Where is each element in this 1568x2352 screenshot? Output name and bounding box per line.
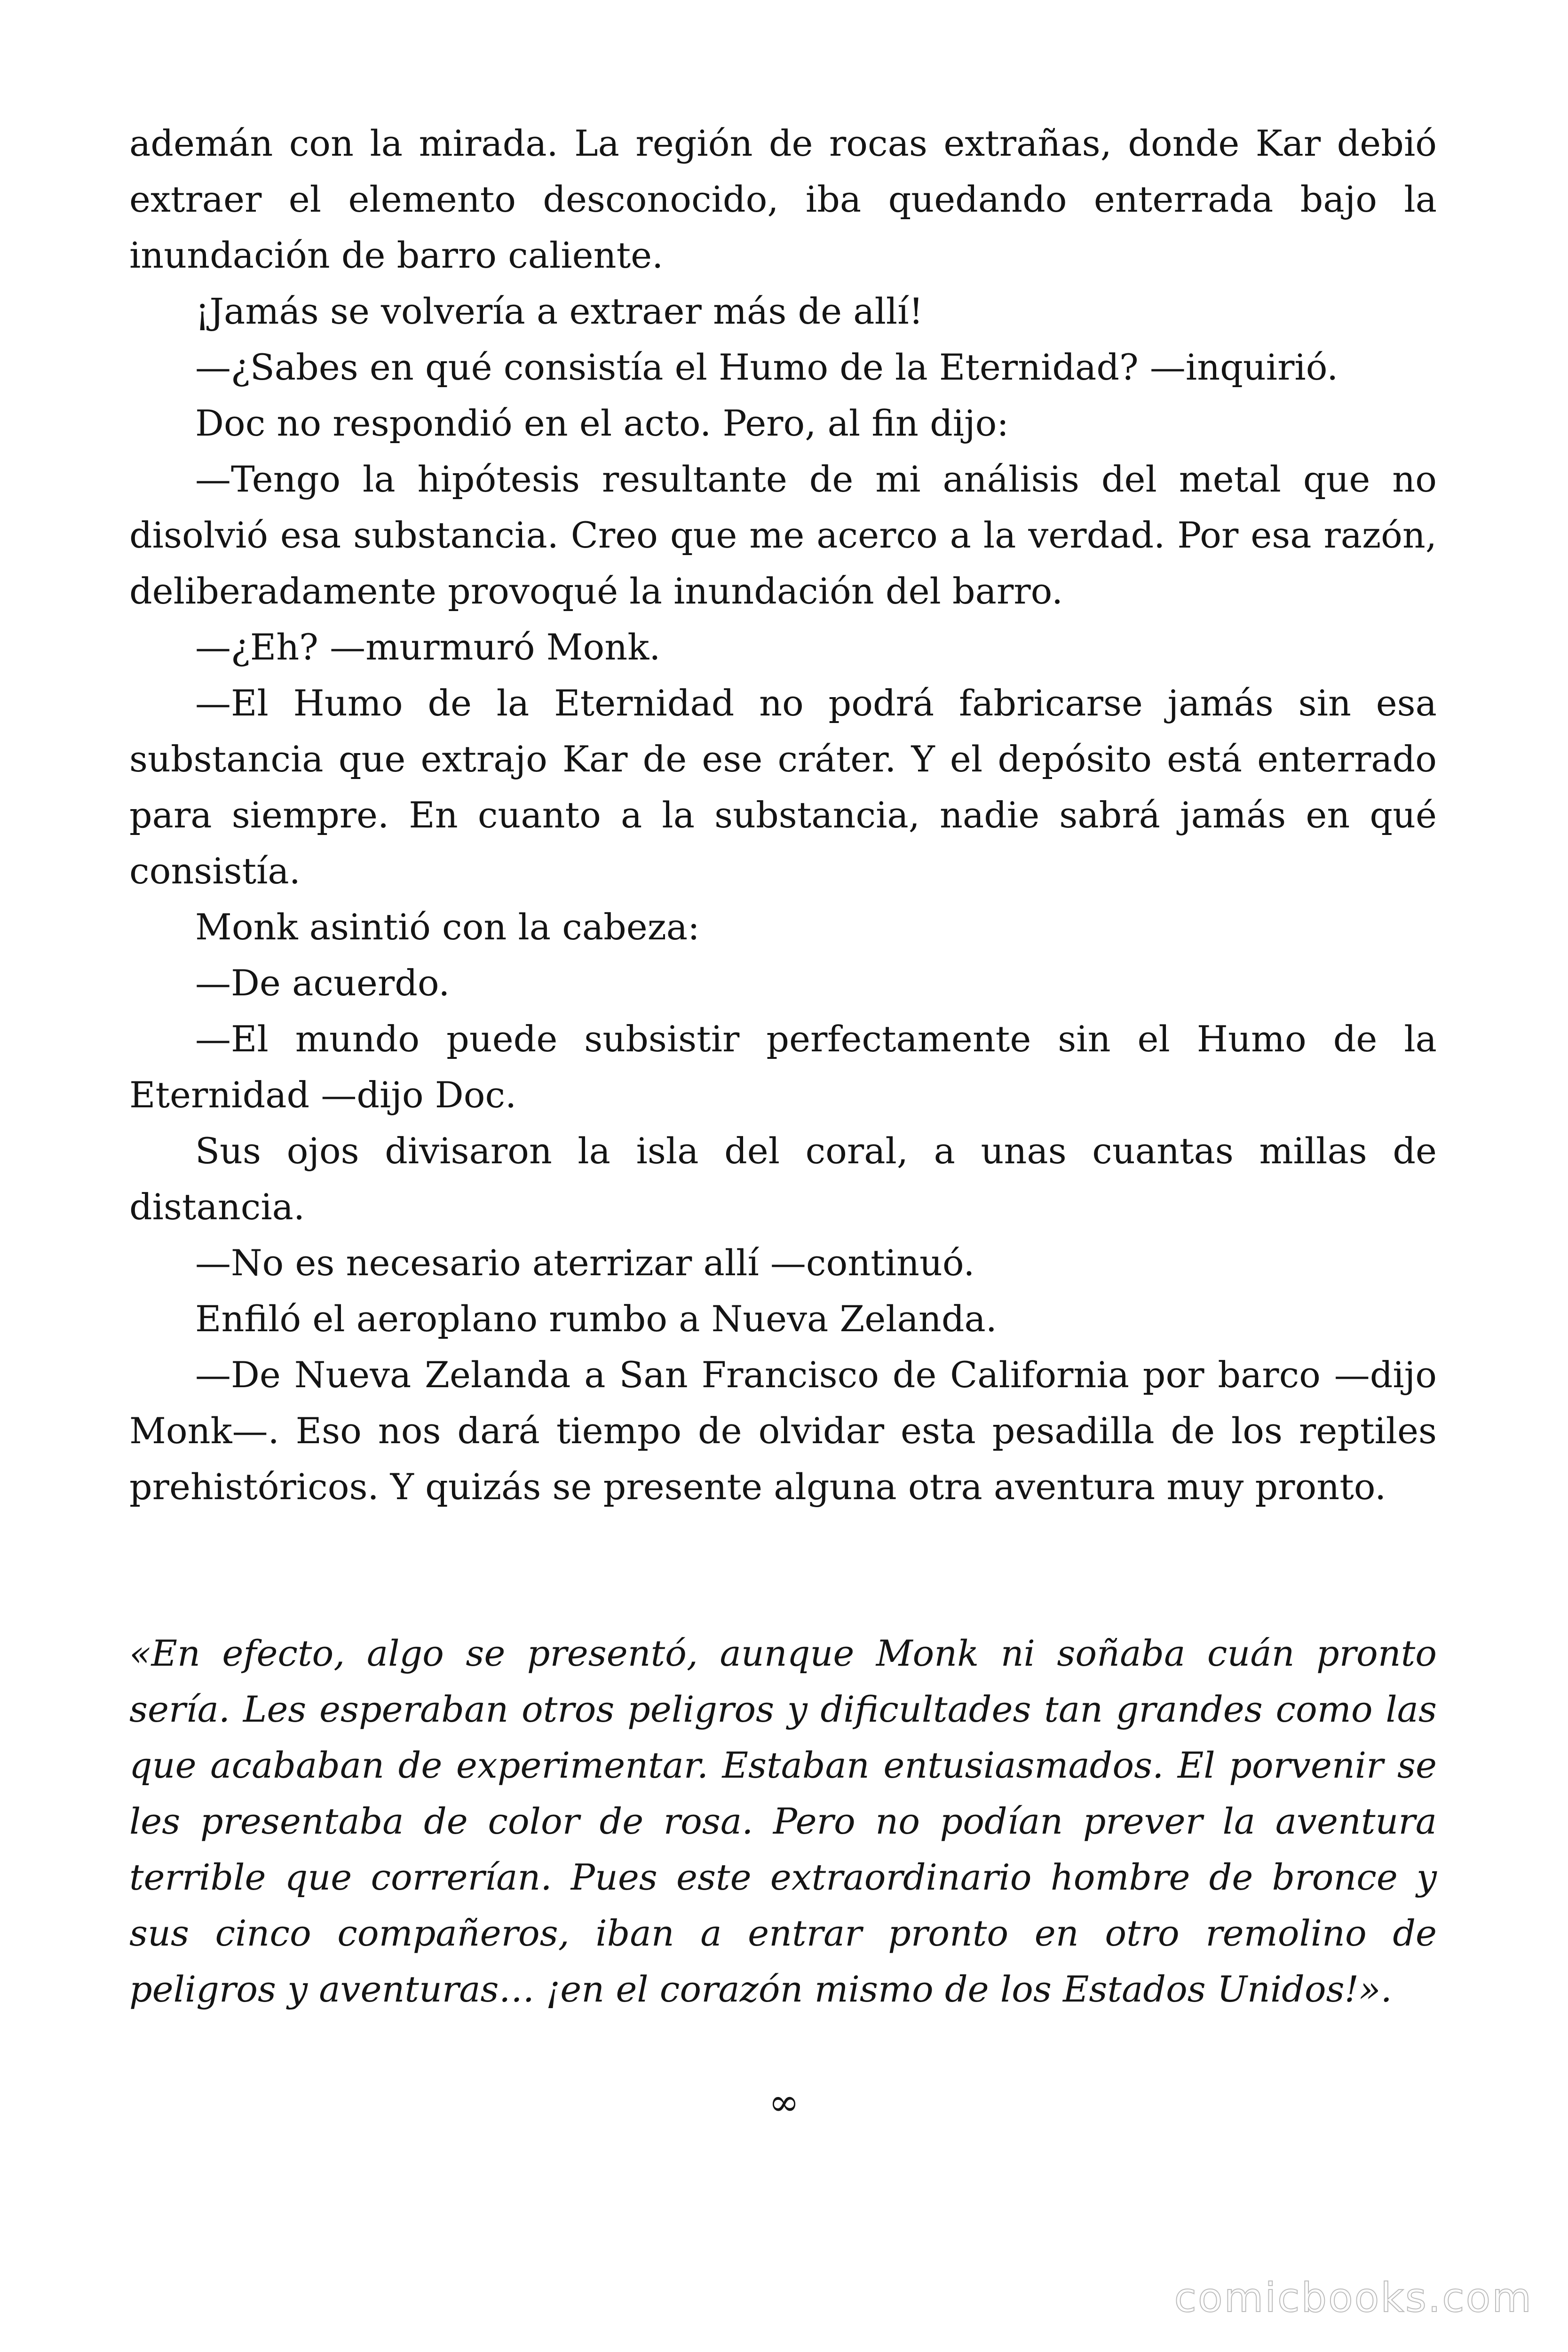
paragraph: Enfiló el aeroplano rumbo a Nueva Zelanda. (195, 1298, 997, 1340)
paragraph: —El mundo puede subsistir perfectamente sin el Humo de la Eternidad —dijo Doc. (129, 1018, 1437, 1116)
paragraph: ademán con la mirada. La región de rocas extrañas, donde Kar debió extraer el elemento desconocido, iba quedando enterrada bajo la inundación de barro caliente. (129, 122, 1437, 276)
paragraph: Monk asintió con la cabeza: (195, 906, 700, 948)
paragraph: —De Nueva Zelanda a San Francisco de California por barco —dijo Monk—. Eso nos dará tiempo de olvidar esta pesadilla de los reptiles prehistóricos. Y quizás se presente alguna otra aventura muy pronto. (129, 1354, 1437, 1508)
paragraph: —No es necesario aterrizar allí —continuó. (195, 1242, 975, 1284)
paragraph: —¿Sabes en qué consistía el Humo de la Eternidad? —inquirió. (195, 346, 1338, 388)
body-text (129, 115, 1437, 1515)
paragraph: —De acuerdo. (195, 962, 450, 1004)
paragraph: —El Humo de la Eternidad no podrá fabricarse jamás sin esa substancia que extrajo Kar de ese cráter. Y el depósito está enterrado para siempre. En cuanto a la substancia, nadie sabrá jamás en qué consistía. (129, 682, 1437, 892)
watermark: comicbooks.com (1174, 2274, 1533, 2321)
paragraph: —Tengo la hipótesis resultante de mi análisis del metal que no disolvió esa substancia. Creo que me acerco a la verdad. Por esa razón, deliberadamente provoqué la inundación del barro. (129, 458, 1437, 612)
infinity-ornament-icon: ∞ (768, 2082, 800, 2124)
paragraph: ¡Jamás se volvería a extraer más de allí! (195, 290, 924, 332)
epilogue-italic-paragraph: «En efecto, algo se presentó, aunque Monk ni soñaba cuán pronto sería. Les esperaban otros peligros y dificultades tan grandes como las que acababan de experimentar. Estaban entusiasmados. El porvenir se les presentaba de color de rosa. Pero no podían prever la aventura terrible que correrían. Pues este extraordinario hombre de bronce y sus cinco compañeros, iban a entrar pronto en otro remolino de peligros y aventuras… ¡en el corazón mismo de los Estados Unidos!». (129, 1632, 1437, 2010)
paragraph: Doc no respondió en el acto. Pero, al fin dijo: (195, 402, 1009, 444)
paragraph: Sus ojos divisaron la isla del coral, a unas cuantas millas de distancia. (129, 1130, 1437, 1228)
paragraph: —¿Eh? —murmuró Monk. (195, 626, 661, 668)
